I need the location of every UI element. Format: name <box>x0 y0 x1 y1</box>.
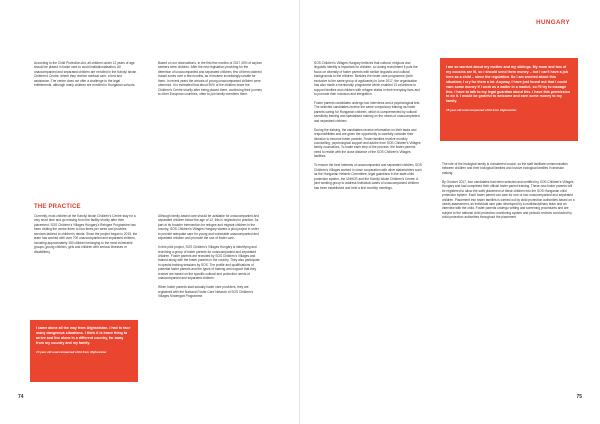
quote-text-left: I came alone all the way from Afghanistan. I had to face many dangerous situations. I think it is brave thing to arrive and live alone in a different country, far away from my country and my family. <box>36 326 131 345</box>
body-paragraph: The role of the biological family is considered crucial, so the staff facilitate communication between children and their biological families and involve biological families in decision making. <box>442 162 568 175</box>
country-title: HUNGARY <box>536 19 570 26</box>
right-column-one <box>314 61 422 383</box>
practice-left-column <box>34 214 138 310</box>
section-heading-practice: THE PRACTICE <box>34 204 81 210</box>
body-paragraph: By October 2017, four candidates had been selected and certified by SOS Children's Villages Hungary and had completed their official foster parent training. These new foster parents will be registered to allow the swift placement of these children into the SOS Hungarian child protection system. Each foster parent can care for one or two unaccompanied and separated children. Placement into foster families is carried out by child protection authorities based on a needs assessment, an individual care plan developed by a multidisciplinary team and an interview with the child. Foster parents undergo vetting and screening procedures and are subject to the national child protection monitoring system and periodic reviews conducted by child protection authorities throughout the placement. <box>442 179 575 220</box>
body-paragraph: To ensure the best interests of unaccompanied and separated children, SOS Children's Villages worked in close cooperation with other stakeholders such as the Hungarian Helsinki Committee, legal guardians in the state child protection system, the UNHCR and the Károlyi István Children's Centre. A joint working group to address individual cases of unaccompanied children has been established and held a first monthly meetings. <box>314 163 422 190</box>
body-paragraph: According to the Child Protection Act, all children under 12 years of age should be placed in foster care to avoid institutionalisation. All unaccompanied and separated children are enrolled in the Károlyi István Children's Centre, where they receive medical care, a bed and assistance. The centre does not offer a challenge to the legal entitlements, although many children are enrolled in Hungarian schools. <box>34 61 137 88</box>
body-paragraph: Although family-based care should be available for unaccompanied and separated children below the age of 12, this is neglected in practice. As part of its broader intervention for refugee and migrant children in the country, SOS Children's Villages Hungary started a pilot project in order to provide adequate care for young and vulnerable unaccompanied and separated children and promote the use of foster care. <box>158 214 260 241</box>
body-paragraph: Foster parents candidates undergo two interviews and a psychological test. The selected candidates receive the same compulsory training as foster parents caring for Hungarian children, which is complemented by cultural sensitivity training and specialised training on the needs of unaccompanied and separated children. <box>314 101 421 123</box>
page-number-right: 75 <box>576 394 582 400</box>
left-intro-right-column <box>158 61 262 181</box>
body-paragraph: In this pilot project, SOS Children's Villages Hungary is identifying and recruiting a group of foster parents for unaccompanied and separated children. Foster parents are recruited by SOS Children's Villages and trained along with the foster parents in the country. They also participate in special training sessions by SOS. The profile and qualifications of potential foster parents and the types of training and support that they receive are based on the specific cultural and protection needs of unaccompanied and separated children. <box>158 245 260 281</box>
body-paragraph: SOS Children's Villages Hungary believes that cultural, religious and linguistic identity is important for children, so during recruitment it puts the focus on diversity of foster parents with similar linguistic and cultural backgrounds to the children. Besides the foster care programme (both exclusive to the same group of applicants) in June 2017, the organisation has also made a mentorship programme which enabled 13 volunteers to support families and children with refugee status in their everyday lives and to promote their inclusion and integration. <box>314 61 420 97</box>
page-number-left: 74 <box>18 394 24 400</box>
left-intro-column <box>34 61 138 181</box>
quote-source-right: 15-year-old unaccompanied child from Afghanistan <box>446 108 517 113</box>
quote-source-left: 17-year-old unaccompanied child from Afghanistan <box>36 349 107 354</box>
right-column-two <box>442 162 576 372</box>
quote-box-right <box>440 58 578 141</box>
quote-box-left <box>30 320 138 382</box>
body-paragraph: During the training, the candidates receive information on their tasks and responsibilities and are given the opportunity to carefully consider their decision to become foster parents. Foster families receive monthly counselling, psychological support and advice from SOS Children's Villages family counsellors. To make each step of the process, the foster parents need to reside with the close distance of the SOS Children's Villages facilities. <box>314 127 421 159</box>
page-gutter <box>299 0 300 424</box>
body-paragraph: Based on our observations, in the first few months of 2017 40% of asylum seekers were children. After the new legislation providing for the detention of unaccompanied and separated children, few of them claimed transit zones over a few months, as it became increasingly unsafe for them. In recent years the arrivals of young unaccompanied children were observed. It is estimated that about 90% of the children leave the Children's Centre shortly after being placed there, continuing their journey to other European countries, often to join family members there. <box>158 61 262 97</box>
body-paragraph: When foster parents start actually foster care providers, they are registered with the National Foster Care Network of SOS Children's Villages Kindergart Programme. <box>158 285 254 299</box>
body-paragraph: Currently, most children at the Károlyi István Children's Centre stay for a very short time and go missing from the facility shortly after their placement. SOS Children's Villages Hungary's Refugee Programme has been visiting the centre three to four times per week and provides services tailored to children's needs. Since the project began in 2015, the team has worked with over 700 unaccompanied and separated children, including approximately 150 children belonging to the most vulnerable groups (young children, girls and children with serious illnesses or disabilities). <box>34 214 138 254</box>
quote-text-right: I am so worried about my mother and my siblings. My mom and two of my cousins are ill, so I should send them money – but I can't have a job here as a child – since the regulation. So I am worried about this situation; I cry for them a lot. Anyway, I have just found out that I could earn some money if I work as a waiter in a market, so I'll try to manage this. I have to talk to my legal guardian about this. I have this permission to do it. I would be grateful to welcome and earn some money to my family. <box>446 65 571 104</box>
practice-right-column <box>158 214 262 382</box>
